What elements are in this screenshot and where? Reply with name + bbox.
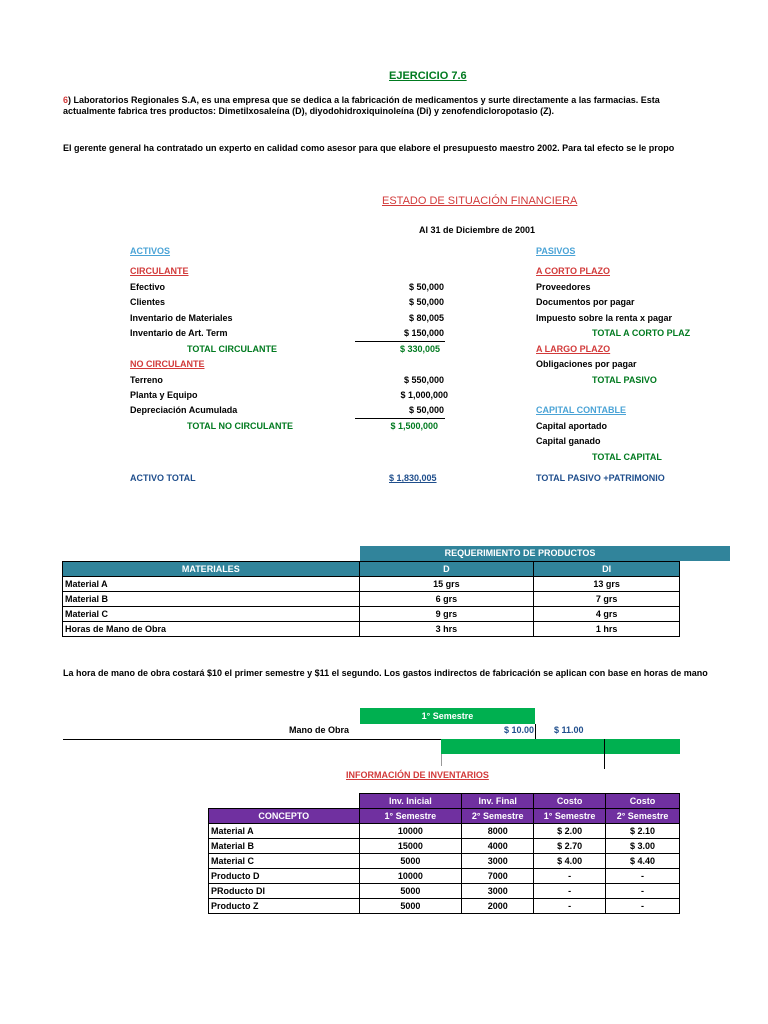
inv-inicial: 5000 [359,854,462,869]
inv-inicial: 15000 [359,839,462,854]
labor-cost-sem1: $ 10.00 [503,725,534,735]
balance-date: Al 31 de Diciembre de 2001 [419,225,536,235]
d-value: 9 grs [359,607,534,622]
corto-plazo-heading: A CORTO PLAZO [536,266,610,276]
col-costo-1: Costo [534,794,606,809]
row-value: $ 50,000 [408,282,444,292]
labor-green-band [441,739,680,754]
inv-final: 4000 [462,839,534,854]
materials-table [62,561,680,637]
row-label: Impuesto sobre la renta x pagar [536,313,673,323]
no-circulante-heading: NO CIRCULANTE [130,359,205,369]
total-circulante-label: TOTAL CIRCULANTE [187,344,277,354]
concept: PRoducto DI [209,884,360,899]
capital-ganado-label: Capital ganado [536,436,601,446]
total-pasivo-label: TOTAL PASIVO [592,375,657,385]
row-value: $ 550,000 [403,375,444,385]
table-row [209,854,680,869]
inv-final: 8000 [462,824,534,839]
costo-2: - [606,899,680,914]
inv-inicial: 10000 [359,824,462,839]
costo-2: $ 4.40 [606,854,680,869]
costo-1: - [534,869,606,884]
row-label: Clientes [130,297,166,307]
row-value: $ 1,000,000 [400,390,448,400]
costo-1: $ 2.70 [534,839,606,854]
inventory-title: INFORMACIÓN DE INVENTARIOS [346,770,489,780]
row-label: Documentos por pagar [536,297,635,307]
d-value: 6 grs [359,592,534,607]
activo-total-label: ACTIVO TOTAL [130,473,196,483]
concept: Material A [209,824,360,839]
material-name: Horas de Mano de Obra [63,622,360,637]
concept: Producto Z [209,899,360,914]
inventory-header-row-1 [209,794,680,809]
row-label: Inventario de Art. Term [130,328,228,338]
total-no-circulante-value: $ 1,500,000 [390,421,438,431]
total-corto-plazo: TOTAL A CORTO PLAZ [592,328,691,338]
obligaciones-label: Obligaciones por pagar [536,359,637,369]
inv-final: 3000 [462,884,534,899]
labor-underline [63,739,441,740]
costo-2: $ 3.00 [606,839,680,854]
sum-line [355,418,445,419]
row-label: Efectivo [130,282,166,292]
material-name: Material B [63,592,360,607]
total-no-circulante-label: TOTAL NO CIRCULANTE [187,421,293,431]
material-name: Material C [63,607,360,622]
total-capital-label: TOTAL CAPITAL [592,452,662,462]
col-concepto: CONCEPTO [209,809,360,824]
costo-2: $ 2.10 [606,824,680,839]
inventory-header-row-2 [209,809,680,824]
col-inv-inicial: Inv. Inicial [359,794,462,809]
labor-label: Mano de Obra [289,725,350,735]
inv-final: 7000 [462,869,534,884]
table-row [209,869,680,884]
requirement-header-extension [680,546,730,561]
row-label: Terreno [130,375,163,385]
table-row [63,577,680,592]
total-circulante-value: $ 330,005 [399,344,440,354]
col-costo-2: Costo [606,794,680,809]
materials-header-row [63,562,680,577]
col-sem-2b: 2° Semestre [606,809,680,824]
d-value: 3 hrs [359,622,534,637]
row-label: Planta y Equipo [130,390,198,400]
material-name: Material A [63,577,360,592]
paragraph-2: El gerente general ha contratado un experto en calidad como asesor para que elabore el presupuesto maestro 2002. Para tal efecto se le propo [63,143,675,153]
circulante-heading: CIRCULANTE [130,266,189,276]
table-row [63,592,680,607]
row-value: $ 50,000 [408,405,444,415]
total-pasivo-patrimonio-label: TOTAL PASIVO +PATRIMONIO [536,473,665,483]
row-label: Depreciación Acumulada [130,405,238,415]
document-title: EJERCICIO 7.6 [389,70,467,82]
table-row [63,622,680,637]
intro-line-1 [63,95,660,105]
requirement-header: REQUERIMIENTO DE PRODUCTOS [360,546,680,561]
row-label: Inventario de Materiales [130,313,233,323]
col-sem-1: 1° Semestre [359,809,462,824]
costo-2: - [606,869,680,884]
intro-text: ) Laboratorios Regionales S.A, es una empresa que se dedica a la fabricación de medicamentos y surte directamente a las farmacias. Esta [68,95,660,105]
costo-1: $ 4.00 [534,854,606,869]
activo-total-value: $ 1,830,005 [389,473,437,483]
table-row [209,884,680,899]
table-row [63,607,680,622]
sum-line [355,341,445,342]
inv-inicial: 10000 [359,869,462,884]
concept: Material C [209,854,360,869]
col-d: D [359,562,534,577]
col-di: DI [534,562,680,577]
largo-plazo-heading: A LARGO PLAZO [536,344,611,354]
costo-1: $ 2.00 [534,824,606,839]
concept: Material B [209,839,360,854]
costo-1: - [534,884,606,899]
row-value: $ 50,000 [408,297,444,307]
row-value: $ 80,005 [408,313,444,323]
di-value: 1 hrs [534,622,680,637]
intro-number: 6 [63,95,69,105]
table-row [209,824,680,839]
inv-final: 3000 [462,854,534,869]
col-sem-1b: 1° Semestre [534,809,606,824]
inv-final: 2000 [462,899,534,914]
labor-text: La hora de mano de obra costará $10 el primer semestre y $11 el segundo. Los gastos indirectos de fabricación se aplican con base en horas de mano [63,668,708,678]
table-row [209,899,680,914]
col-materiales: MATERIALES [63,562,360,577]
intro-line-2: actualmente fabrica tres productos: Dimetilxosaleína (D), diyodohidroxiquinoleína (Di) y zenofendicloropotasio (Z). [63,106,555,116]
d-value: 15 grs [359,577,534,592]
table-row [209,839,680,854]
inv-inicial: 5000 [359,899,462,914]
row-value: $ 150,000 [403,328,444,338]
activos-heading: ACTIVOS [130,246,171,256]
concept: Producto D [209,869,360,884]
costo-1: - [534,899,606,914]
capital-contable-heading: CAPITAL CONTABLE [536,405,626,415]
di-value: 4 grs [534,607,680,622]
inventory-table [208,793,680,914]
labor-cost-sem2: $ 11.00 [554,725,584,735]
costo-2: - [606,884,680,899]
cell-border [441,754,442,766]
blank-cell [209,794,360,809]
row-label: Proveedores [536,282,591,292]
pasivos-heading: PASIVOS [536,246,576,256]
cell-border [535,724,536,739]
capital-aportado-label: Capital aportado [536,421,608,431]
semester-header: 1° Semestre [360,708,535,724]
di-value: 13 grs [534,577,680,592]
col-inv-final: Inv. Final [462,794,534,809]
cell-border [604,739,605,769]
col-sem-2: 2° Semestre [462,809,534,824]
inv-inicial: 5000 [359,884,462,899]
di-value: 7 grs [534,592,680,607]
balance-title: ESTADO DE SITUACIÓN FINANCIERA [382,195,578,207]
